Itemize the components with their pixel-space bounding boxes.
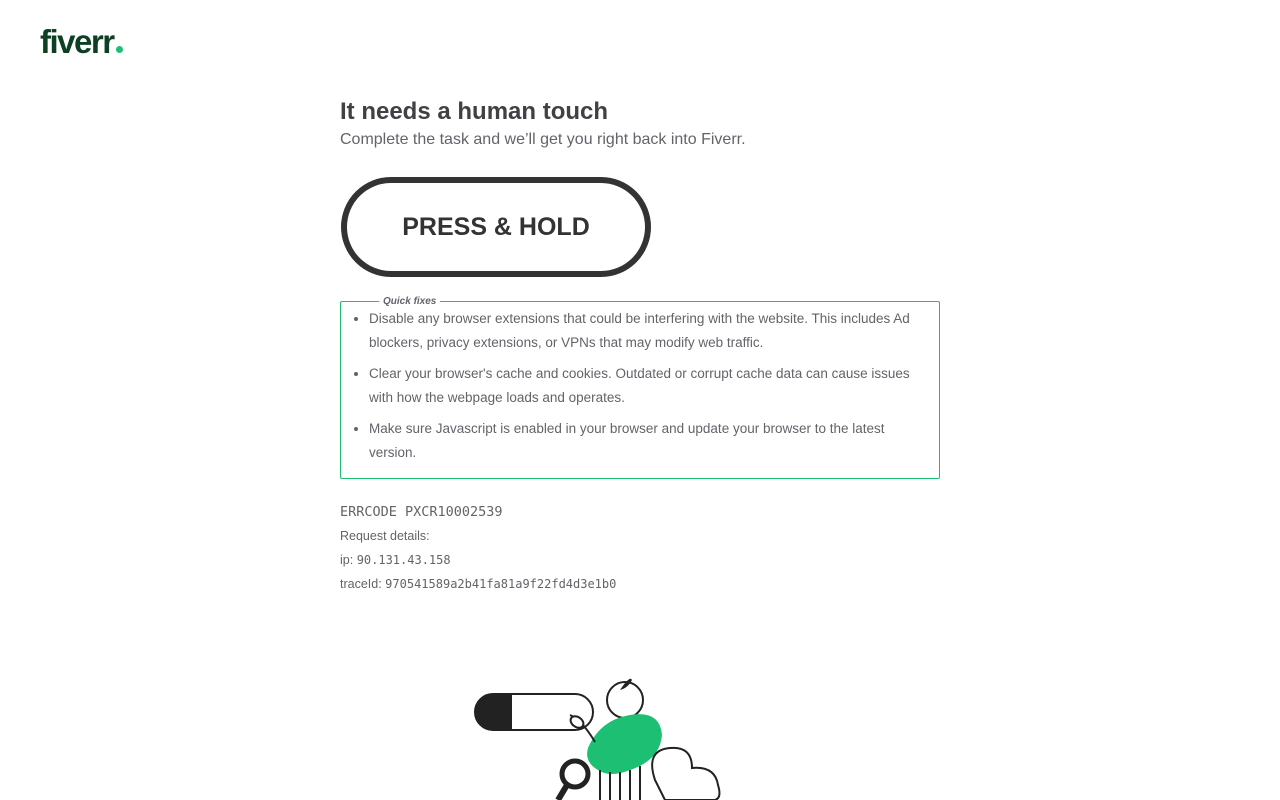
quick-fixes-box xyxy=(340,296,940,479)
person-pressing-button-illustration xyxy=(470,670,750,800)
quick-fix-item: • Disable any browser extensions that could be interfering with the website. This includes Ad blockers, privacy extensions, or VPNs that may modify web traffic. xyxy=(369,307,921,355)
trace-label: traceId: xyxy=(340,577,382,591)
press-and-hold-label: PRESS & HOLD xyxy=(402,212,590,241)
logo-text: fiverr xyxy=(40,23,114,60)
page-subtitle: Complete the task and we’ll get you right back into Fiverr. xyxy=(340,131,746,148)
press-and-hold-button[interactable] xyxy=(341,177,651,277)
request-details xyxy=(340,500,940,596)
quick-fix-item: • Clear your browser's cache and cookies. Outdated or corrupt cache data can cause issues with how the webpage loads and operates. xyxy=(369,362,921,410)
logo-dot xyxy=(116,46,123,53)
quick-fixes-legend: Quick fixes xyxy=(383,296,437,307)
page-title: It needs a human touch xyxy=(340,98,609,125)
ip-label: ip: xyxy=(340,553,354,567)
challenge-container xyxy=(340,96,940,591)
ip-value: 90.131.43.158 xyxy=(356,553,451,567)
ip-line xyxy=(340,548,940,572)
quick-fix-item: • Make sure Javascript is enabled in your browser and update your browser to the latest version. xyxy=(369,417,921,465)
fiverr-logo[interactable] xyxy=(40,22,123,62)
quick-fixes-list xyxy=(369,307,921,465)
trace-line xyxy=(340,572,940,596)
error-code: ERRCODE PXCR10002539 xyxy=(340,504,503,520)
request-details-label: Request details: xyxy=(340,529,430,543)
trace-value: 970541589a2b41fa81a9f22fd4d3e1b0 xyxy=(385,577,617,591)
